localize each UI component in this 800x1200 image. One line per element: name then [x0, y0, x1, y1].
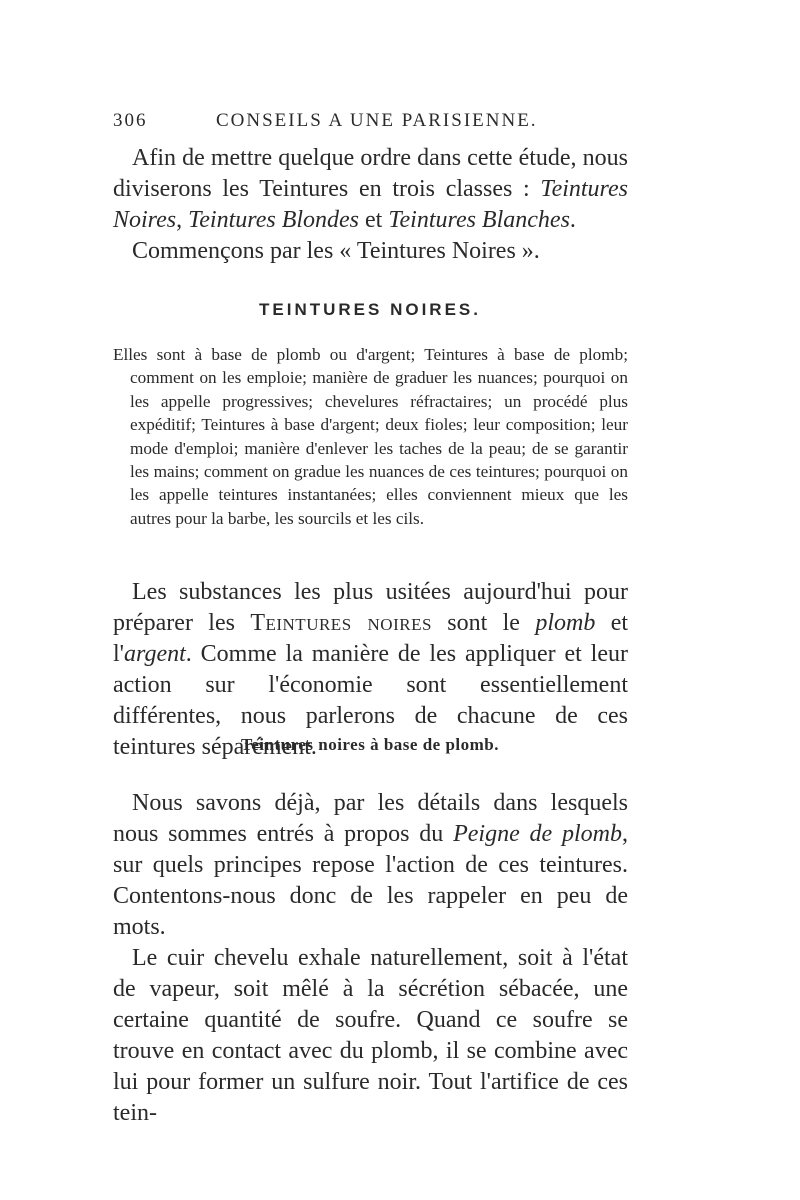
body-text: Nous savons déjà, par les détails dans lesquels nous sommes entrés à propos du	[113, 790, 628, 847]
body-text: . Comme la manière de les appliquer et leur action sur l'économie sont essentiellement différentes, nous parlerons de chacune de ces teintures séparément.	[113, 641, 628, 760]
intro-paragraph	[113, 143, 628, 236]
section-summary: Elles sont à base de plomb ou d'argent; Teintures à base de plomb; comment on les emploie; manière de graduer les nuances; pourquoi on les appelle progressives; chevelures réfractaires; un procédé plus expéditif; Teintures à base d'argent; deux fioles; leur composition; leur mode d'emploi; manière d'enlever les taches de la peau; de se garantir les mains; comment on gradue les nuances de ces teintures; pourquoi on les appelle teintures instantanées; elles conviennent mieux que les autres pour la barbe, les sourcils et les cils.	[113, 345, 628, 528]
section-heading: TEINTURES NOIRES.	[259, 300, 481, 319]
intro-block	[113, 143, 628, 267]
intro-italic-black: Teintures Noires	[113, 176, 628, 233]
intro-line-2: Commençons par les « Teintures Noires ».	[132, 238, 540, 264]
intro-italic-blond: Teintures Blondes	[188, 207, 360, 233]
body-text: Les substances les plus usitées aujourd'hui pour préparer les	[113, 579, 628, 636]
intro-text: ,	[176, 207, 189, 233]
body-text: et l'	[113, 610, 629, 667]
italic-term: Peigne de plomb	[453, 821, 622, 847]
subheading: Teintures noires à base de plomb.	[240, 735, 499, 754]
body-block-2	[113, 788, 628, 1129]
page-number: 306	[113, 110, 148, 131]
intro-italic-white: Teintures Blanches	[388, 207, 570, 233]
body-text: sont le	[431, 610, 536, 636]
body-paragraph-2	[113, 788, 628, 943]
body-text: , sur quels principes repose l'action de ces teintures. Contentons-nous donc de les rappeler en peu de mots.	[113, 821, 628, 940]
running-title: CONSEILS A UNE PARISIENNE.	[216, 110, 538, 131]
italic-term: plomb	[535, 610, 596, 636]
small-caps-term: Teintures noires	[250, 610, 432, 636]
intro-text: et	[359, 207, 389, 233]
intro-text: Afin de mettre quelque ordre dans cette étude, nous diviserons les Teintures en trois classes :	[113, 145, 628, 202]
intro-text: .	[569, 207, 576, 233]
italic-term: argent	[124, 641, 186, 667]
body-paragraph-3: Le cuir chevelu exhale naturellement, soit à l'état de vapeur, soit mêlé à la sécrétion sébacée, une certaine quantité de soufre. Quand ce soufre se trouve en contact avec du plomb, il se combine avec lui pour former un sulfure noir. Tout l'artifice de ces tein-	[113, 945, 628, 1126]
